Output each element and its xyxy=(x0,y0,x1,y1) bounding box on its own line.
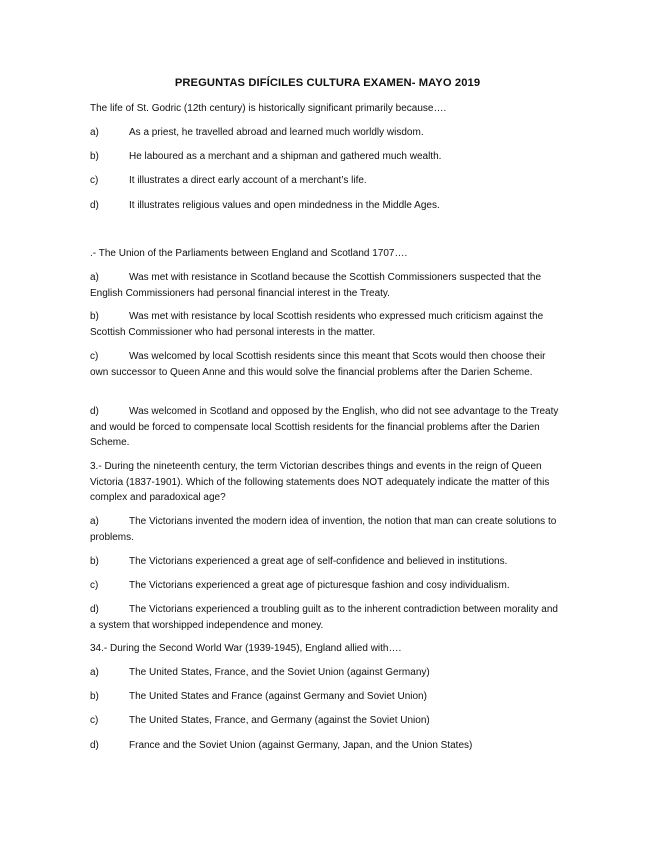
question-3-option-d xyxy=(90,602,565,633)
question-2-option-c xyxy=(90,349,565,380)
option-label: d) xyxy=(90,200,99,211)
option-text: Was met with resistance in Scotland because the Scottish Commissioners suspected that the English Commissioners had personal financial interest in the Treaty. xyxy=(90,272,542,299)
option-text: It illustrates a direct early account of a merchant’s life. xyxy=(129,175,367,186)
option-label: c) xyxy=(90,580,99,591)
option-label: c) xyxy=(90,351,99,362)
option-label: c) xyxy=(90,175,99,186)
question-4-option-c xyxy=(90,713,565,729)
option-text: The Victorians invented the modern idea of invention, the notion that man can create solutions to problems. xyxy=(90,516,557,543)
option-text: He laboured as a merchant and a shipman and gathered much wealth. xyxy=(129,151,442,162)
question-2-option-d xyxy=(90,404,565,451)
question-4-text: 34.- During the Second World War (1939-1945), England allied with…. xyxy=(90,643,402,654)
question-3-option-b xyxy=(90,554,565,570)
option-text: The Victorians experienced a troubling guilt as to the inherent contradiction between morality and a system that worshipped independence and money. xyxy=(90,604,558,631)
question-2-text: .- The Union of the Parliaments between England and Scotland 1707…. xyxy=(90,248,408,259)
option-text: The Victorians experienced a great age of picturesque fashion and cosy individualism. xyxy=(129,580,510,591)
option-label: b) xyxy=(90,311,99,322)
option-text: The Victorians experienced a great age of self-confidence and believed in institutions. xyxy=(129,556,508,567)
question-1-text: The life of St. Godric (12th century) is historically significant primarily because…. xyxy=(90,103,447,114)
option-label: a) xyxy=(90,272,99,283)
question-3-option-c xyxy=(90,578,565,594)
question-1-option-a xyxy=(90,125,565,141)
question-1-option-b xyxy=(90,149,565,165)
option-label: c) xyxy=(90,715,99,726)
option-label: a) xyxy=(90,516,99,527)
option-text: Was welcomed in Scotland and opposed by the English, who did not see advantage to the Treaty and would be forced to compensate local Scottish residents for the financial problems after the Darien Scheme. xyxy=(90,406,559,448)
question-2-option-a xyxy=(90,270,565,301)
option-label: d) xyxy=(90,406,99,417)
option-label: d) xyxy=(90,740,99,751)
question-4-option-b xyxy=(90,689,565,705)
option-text: Was met with resistance by local Scottish residents who expressed much criticism against the Scottish Commissioner who had personal interests in the matter. xyxy=(90,311,544,338)
question-3-option-a xyxy=(90,514,565,545)
option-text: France and the Soviet Union (against Germany, Japan, and the Union States) xyxy=(129,740,473,751)
question-4-option-a xyxy=(90,665,565,681)
option-text: It illustrates religious values and open mindedness in the Middle Ages. xyxy=(129,200,440,211)
option-text: Was welcomed by local Scottish residents since this meant that Scots would then choose their own successor to Queen Anne and this would solve the financial problems after the Darien Scheme. xyxy=(90,351,546,378)
option-label: b) xyxy=(90,556,99,567)
option-label: a) xyxy=(90,667,99,678)
question-1-option-c xyxy=(90,173,565,189)
option-label: a) xyxy=(90,127,99,138)
option-label: d) xyxy=(90,604,99,615)
option-label: b) xyxy=(90,691,99,702)
page-title: PREGUNTAS DIFÍCILES CULTURA EXAMEN- MAYO 2019 xyxy=(174,77,481,89)
question-1-option-d xyxy=(90,198,565,214)
question-4-option-d xyxy=(90,738,565,754)
option-text: As a priest, he travelled abroad and learned much worldly wisdom. xyxy=(129,127,424,138)
option-label: b) xyxy=(90,151,99,162)
option-text: The United States, France, and the Soviet Union (against Germany) xyxy=(129,667,430,678)
question-2-option-b xyxy=(90,309,565,340)
option-text: The United States and France (against Germany and Soviet Union) xyxy=(129,691,427,702)
question-3-text: 3.- During the nineteenth century, the term Victorian describes things and events in the reign of Queen Victoria (1837-1901). Which of the following statements does NOT adequately indicate the matter of this complex and paradoxical age? xyxy=(90,461,550,503)
option-text: The United States, France, and Germany (against the Soviet Union) xyxy=(129,715,430,726)
